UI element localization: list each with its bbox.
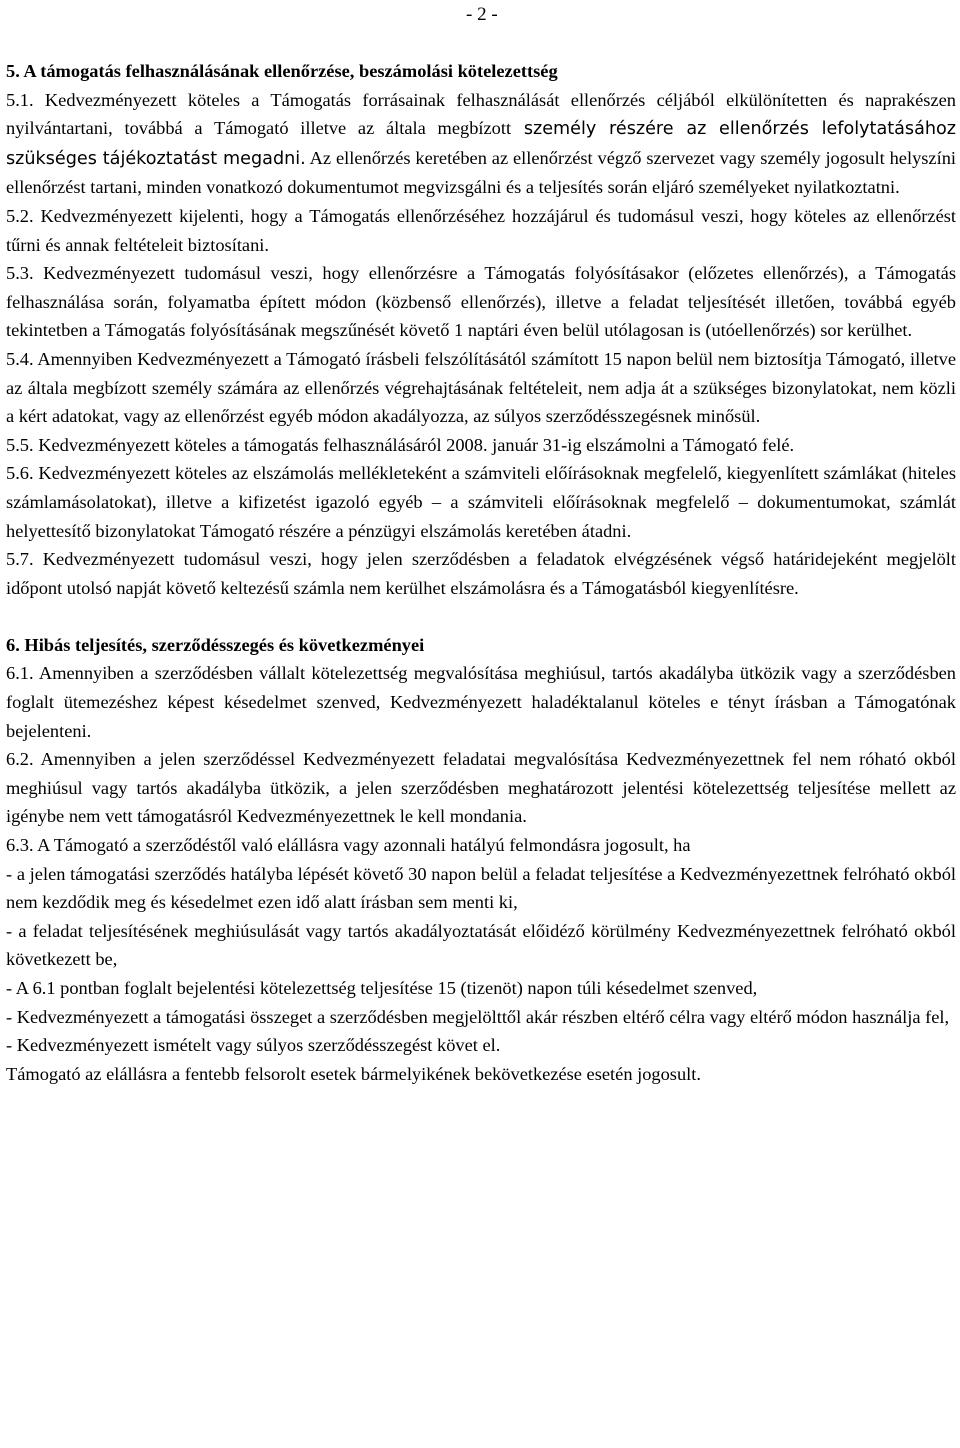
paragraph-5-6 [6,459,956,545]
list-item: - Kedvezményezett a támogatási összeget a szerződésben megjelölttől akár részben eltérő célra vagy eltérő módon használja fel, [6,1006,950,1027]
paragraph-text: Kedvezményezett kijelenti, hogy a Támogatás ellenőrzéséhez hozzájárul és tudomásul veszi, hogy köteles az ellenőrzést tűrni és annak feltételeit biztosítani. [6,205,956,255]
paragraph-6-1 [6,659,956,745]
section-spacer [6,602,956,631]
paragraph-5-4 [6,345,956,431]
list-item: - A 6.1 pontban foglalt bejelentési kötelezettség teljesítése 15 (tizenöt) napon túli késedelmet szenved, [6,978,758,998]
paragraph-number: 5.3. [6,263,34,284]
paragraph-text: A Támogató a szerződéstől való elállásra vagy azonnali hatályú felmondásra jogosult, ha [33,835,691,856]
paragraph-text-rest: Az ellenőrzés keretében az ellenőrzést végző szervezet vagy személy jogosult helyszíni ellenőrzést tartani, minden vonatkozó dokumentumot megvizsgálni és a teljesítés során eljáró személyeket nyilatkoztatni. [6,147,956,198]
paragraph-5-5 [6,431,956,460]
paragraph-text: Amennyiben a szerződésben vállalt kötelezettség megvalósítása meghiúsul, tartós akadályba ütközik vagy a szerződésben foglalt ütemezéshez képest késedelmet szenved, Kedvezményezett haladéktalanul köteles e tényt írásban a Támogatónak bejelenteni. [6,663,956,741]
paragraph-text-sans: személy részére az ellenőrzés lefolytatásához szükséges tájékoztatást megadni. [6,119,957,169]
paragraph-number: 6.1. [6,663,34,684]
paragraph-number: 6.3. [6,835,34,856]
paragraph-number: 5.4. [6,348,34,369]
paragraph-number: 5.2. [6,205,34,226]
document-body [6,57,956,1088]
paragraph-number: 6.2. [6,749,34,770]
closing-paragraph: Támogató az elállásra a fentebb felsorolt esetek bármelyikének bekövetkezése esetén jogosult. [6,1063,701,1084]
paragraph-text: Amennyiben Kedvezményezett a Támogató írásbeli felszólításától számított 15 napon belül nem biztosítja Támogató, illetve az általa megbízott személy számára az ellenőrzés végrehajtásának feltételeit, nem adja át a szükséges bizonylatokat, nem közli a kért adatokat, vagy az ellenőrzést egyéb módon akadályozza, az súlyos szerződésszegésnek minősül. [6,348,956,427]
paragraph-5-2 [6,202,956,259]
list-item: - a feladat teljesítésének meghiúsulását vagy tartós akadályoztatását előidéző körülmény Kedvezményezettnek felróható okból következett be, [6,920,956,970]
paragraph-number: 5.7. [6,549,34,570]
paragraph-6-2 [6,745,956,831]
paragraph-5-3 [6,259,956,345]
list-item: - a jelen támogatási szerződés hatályba lépését követő 30 napon belül a feladat teljesítése a Kedvezményezettnek felróható okból nem kezdődik meg és késedelmet ezen idő alatt írásban sem menti ki, [6,863,956,913]
paragraph-text: Amennyiben a jelen szerződéssel Kedvezményezett feladatai megvalósítása Kedvezményezettnek fel nem róható okból meghiúsul vagy tartós akadályba ütközik, a jelen szerződésben meghatározott jelentési kötelezettség teljesítése mellett az igénybe nem vett támogatásról Kedvezményezettnek le kell mondania. [6,749,956,827]
paragraph-number: 5.1. [6,89,34,110]
paragraph-text: Kedvezményezett tudomásul veszi, hogy ellenőrzésre a Támogatás folyósításakor (előzetes ellenőrzés), a Támogatás felhasználása során, folyamatba épített módon (közbenső ellenőrzés), illetve a feladat teljesítését illetően, továbbá egyéb tekintetben a Támogatás folyósításának megszűnését követő 1 naptári éven belül utólagosan is (utóellenőrzés) sor kerülhet. [6,263,956,341]
paragraph-6-3 [6,831,956,860]
paragraph-text: Kedvezményezett köteles a Támogatás forrásainak felhasználását ellenőrzés céljából elkülönítetten és naprakészen nyilvántartani, továbbá a Támogató illetve az általa megbízott [6,89,956,139]
paragraph-text: Kedvezményezett köteles az elszámolás mellékleteként a számviteli előírásoknak megfelelő, kiegyenlített számlákat (hiteles számlamásolatokat), illetve a kifizetést igazoló egyéb – a számviteli előírásoknak megfelelő – dokumentumokat, számlát helyettesítő bizonylatokat Támogató részére a pénzügyi elszámolás keretében átadni. [6,463,956,541]
page-number: - 2 - [466,4,498,25]
paragraph-text: Kedvezményezett tudomásul veszi, hogy jelen szerződésben a feladatok elvégzésének végső határidejeként megjelölt időpont utolsó napját követő keltezésű számla nem kerülhet elszámolásra és a Támogatásból kiegyenlítésre. [6,549,956,598]
paragraph-number: 5.5. [6,434,34,455]
paragraph-number: 5.6. [6,463,34,484]
section-6-heading: 6. Hibás teljesítés, szerződésszegés és következményei [6,634,425,655]
paragraph-text: Kedvezményezett köteles a támogatás felhasználásáról 2008. január 31-ig elszámolni a Támogató felé. [33,434,795,455]
paragraph-5-1 [6,86,956,202]
paragraph-5-7 [6,545,956,602]
section-5-heading: 5. A támogatás felhasználásának ellenőrzése, beszámolási kötelezettség [6,61,558,81]
list-item: - Kedvezményezett ismételt vagy súlyos szerződésszegést követ el. [6,1035,501,1056]
